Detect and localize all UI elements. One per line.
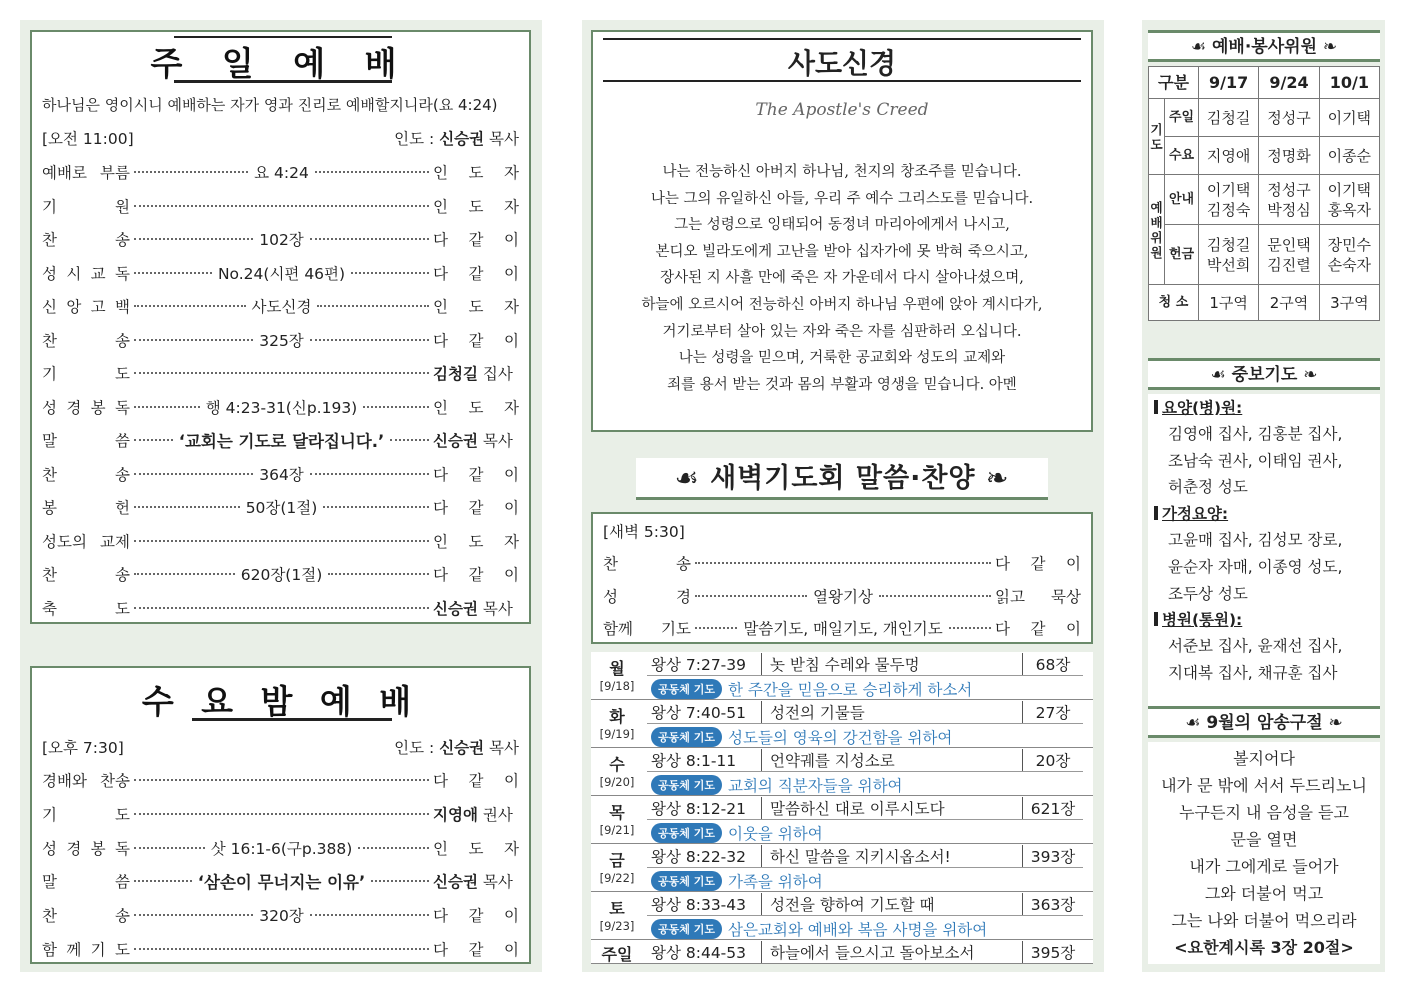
community-prayer-badge: 공동체 기도 <box>651 679 722 699</box>
order-leader-dots <box>134 563 429 585</box>
order-performer: 다 같 이 <box>433 264 519 283</box>
schedule-prayer: 한 주간을 믿음으로 승리하게 하소서 <box>727 681 973 699</box>
order-row <box>42 597 519 619</box>
schedule-hymn: 363장 <box>1030 895 1076 914</box>
order-leader-dots <box>134 428 429 452</box>
order-label: 기 도 <box>42 365 130 383</box>
schedule-prayer: 이웃을 위하여 <box>727 825 823 843</box>
schedule-title: 언약궤를 지성소로 <box>762 749 1023 771</box>
service-title: ☙ 예배·봉사위원 ❧ <box>1148 30 1380 62</box>
order-label: 성 경 <box>603 587 691 606</box>
order-performer: 인 도 자 <box>433 197 519 216</box>
dawn-order-box <box>591 512 1093 644</box>
wed-leader: 인도 : 신승권 목사 <box>394 739 519 757</box>
group-prayer: 기도 <box>1149 99 1165 175</box>
order-performer: 다 같 이 <box>433 331 519 350</box>
schedule-title: 성전을 향하여 기도할 때 <box>762 893 1023 915</box>
service-table: 구분 9/17 9/24 10/1 기도 주일 김청길 정성구 이기택 수요 지영애 정명화 이종순 예배위원 안내 이기택 김정숙 정성구 박정심 이기택 홍옥자 헌금 김청길 박선희 문인택 김진렬 장민수 손숙자 청 소 1구역 2구역 3구역 <box>1148 66 1380 321</box>
schedule-title: 하신 말씀을 지키시옵소서! <box>762 845 1023 867</box>
order-person: 지영애 <box>433 805 478 824</box>
memory-line: 그와 더불어 먹고 <box>1204 884 1324 903</box>
schedule-hymn: 395장 <box>1030 944 1076 962</box>
order-label: 찬 송 <box>42 231 130 249</box>
order-label: 말 씀 <box>42 432 130 450</box>
sunday-verse: 하나님은 영이시니 예배하는 자가 영과 진리로 예배할지니라(요 4:24) <box>42 95 498 114</box>
wed-time-row <box>42 736 519 758</box>
community-prayer-badge: 공동체 기도 <box>651 727 722 747</box>
order-label: 찬 송 <box>42 566 130 584</box>
order-performer: 다 같 이 <box>433 907 519 926</box>
community-prayer-badge: 공동체 기도 <box>651 871 722 891</box>
order-performer: 다 같 이 <box>433 465 519 484</box>
schedule-prayer: 가족을 위하여 <box>727 873 823 891</box>
order-content: 행 4:23-31(신p.193) <box>205 398 358 417</box>
sunday-time-row <box>42 127 519 149</box>
order-label: 함 께 기 도 <box>42 941 130 959</box>
order-leader-dots <box>134 372 429 374</box>
order-performer: 인 도 자 <box>433 164 519 182</box>
order-performer: 다 같 이 <box>433 566 519 584</box>
order-label: 성 경 봉 독 <box>42 398 130 417</box>
sunday-worship-box <box>30 30 531 624</box>
order-label: 성도의 교제 <box>42 532 130 551</box>
order-content: 삿 16:1-6(구p.388) <box>210 839 353 858</box>
intercession-line: 김영애 집사, 김홍분 집사, <box>1168 425 1343 443</box>
order-label: 말 씀 <box>42 873 130 892</box>
schedule-row <box>591 796 1093 844</box>
order-label: 신 앙 고 백 <box>42 298 130 316</box>
schedule-hymn: 621장 <box>1030 799 1076 818</box>
order-leader-dots <box>134 607 429 609</box>
creed-line: 장사된 지 사흘 만에 죽은 자 가운데서 다시 살아나셨으며, <box>660 270 1024 287</box>
schedule-ref: 왕상 8:33-43 <box>647 893 762 915</box>
order-label: 찬 송 <box>603 555 691 573</box>
schedule-row <box>591 748 1093 796</box>
schedule-ref: 왕상 8:1-11 <box>647 749 762 771</box>
order-row <box>42 396 519 418</box>
creed-line: 그는 성령으로 잉태되어 동정녀 마리아에게서 나시고, <box>674 217 1010 234</box>
intercession-line: 서준보 집사, 윤재선 집사, <box>1168 637 1343 656</box>
order-label: 축 도 <box>42 599 130 618</box>
order-content: ‘삼손이 무너지는 이유’ <box>197 873 366 893</box>
order-leader-dots <box>134 779 429 781</box>
schedule-ref: 왕상 8:22-32 <box>647 845 762 867</box>
order-performer <box>433 362 519 384</box>
order-row <box>42 195 519 217</box>
community-prayer-badge: 공동체 기도 <box>651 919 722 939</box>
creed-line: 나는 전능하신 아버지 하나님, 천지의 창조주를 믿습니다. <box>662 164 1022 180</box>
memory-line: 내가 그에게로 들어가 <box>1189 857 1339 876</box>
order-content: 620장(1절) <box>240 566 323 584</box>
creed-line: 나는 그의 유일하신 아들, 우리 주 예수 그리스도를 믿습니다. <box>650 190 1034 207</box>
order-performer: 인 도 자 <box>433 398 519 417</box>
intercession-line: 윤순자 자매, 이종영 성도, <box>1168 557 1343 576</box>
memory-line: 문을 열면 <box>1230 830 1298 849</box>
memory-line: 그는 나와 더불어 먹으리라 <box>1171 911 1357 930</box>
schedule-hymn: 27장 <box>1035 703 1071 722</box>
order-content: 325장 <box>259 331 304 350</box>
intercession-line: 허춘정 성도 <box>1168 478 1248 497</box>
schedule-ref: 왕상 8:12-21 <box>647 797 762 819</box>
memory-line: 볼지어다 <box>1233 749 1295 768</box>
order-row <box>42 262 519 284</box>
group-usher: 예배위원 <box>1149 175 1165 285</box>
order-leader-dots <box>695 585 991 607</box>
order-performer: 인 도 자 <box>433 839 519 858</box>
order-row <box>42 530 519 552</box>
order-leader-dots <box>134 869 429 893</box>
intercession-group-head: 가정요양: <box>1154 502 1228 524</box>
memory-title: ☙ 9월의 암송구절 ❧ <box>1148 706 1380 738</box>
order-performer: 인 도 자 <box>433 532 519 551</box>
schedule-title: 하늘에서 들으시고 돌아보소서 <box>762 941 1023 963</box>
order-person: 신승권 <box>433 432 478 450</box>
order-row <box>42 161 519 183</box>
intercession-line: 고윤매 집사, 김성모 장로, <box>1168 531 1343 550</box>
order-row <box>42 228 519 250</box>
creed-line: 거기로부터 살아 있는 자와 죽은 자를 심판하러 오십니다. <box>662 323 1022 340</box>
order-row <box>42 837 519 859</box>
schedule-row <box>591 892 1093 940</box>
order-row <box>603 552 1081 574</box>
order-label: 기 도 <box>42 805 130 824</box>
schedule-day: 화 [9/19] <box>591 700 643 747</box>
order-person-title: 목사 <box>482 873 513 892</box>
order-label: 성 경 봉 독 <box>42 839 130 858</box>
order-performer <box>433 803 519 825</box>
intercession-line: 조남숙 권사, 이태임 권사, <box>1168 451 1343 470</box>
memory-line: 누구든지 내 음성을 듣고 <box>1179 803 1349 822</box>
order-performer: 인 도 자 <box>433 298 519 316</box>
order-leader-dots <box>134 295 429 317</box>
order-leader-dots <box>695 562 991 564</box>
order-content: 말씀기도, 매일기도, 개인기도 <box>743 620 943 638</box>
order-person-title: 권사 <box>482 805 513 824</box>
order-leader-dots <box>134 837 429 859</box>
schedule-hymn: 393장 <box>1030 847 1076 866</box>
order-content: ‘교회는 기도로 달라집니다.’ <box>178 432 385 451</box>
memory-line: 내가 문 밖에 서서 두드리노니 <box>1161 776 1367 795</box>
order-row <box>42 870 519 892</box>
order-content: 320장 <box>259 907 304 926</box>
schedule-day: 목 [9/21] <box>591 796 643 843</box>
order-leader-dots <box>134 329 429 351</box>
order-row <box>42 563 519 585</box>
order-row <box>42 496 519 518</box>
schedule-row <box>591 700 1093 748</box>
schedule-ref: 왕상 7:27-39 <box>647 653 762 675</box>
order-person-title: 목사 <box>482 599 513 618</box>
order-content: 364장 <box>259 465 304 484</box>
order-content: 102장 <box>259 231 304 249</box>
intercession-line: 조두상 성도 <box>1168 584 1248 603</box>
order-leader-dots <box>134 396 429 418</box>
creed-rule-bottom <box>603 80 1081 82</box>
dawn-title: ☙ 새벽기도회 말씀·찬양 ❧ <box>636 458 1048 500</box>
schedule-hymn: 68장 <box>1035 655 1071 674</box>
intercession-group-head: 병원(통원): <box>1154 608 1242 630</box>
order-row <box>603 585 1081 607</box>
schedule-day: 수 [9/20] <box>591 748 643 795</box>
schedule-hymn: 20장 <box>1035 751 1071 770</box>
order-person: 신승권 <box>433 873 478 892</box>
schedule-day: 월 [9/18] <box>591 652 643 699</box>
order-label: 함께 기도 <box>603 620 691 638</box>
intercession-line: 지대복 집사, 채규훈 집사 <box>1168 663 1338 682</box>
community-prayer-badge: 공동체 기도 <box>651 823 722 843</box>
schedule-title: 성전의 기물들 <box>762 701 1023 723</box>
order-person: 김청길 <box>433 365 478 383</box>
creed-line: 하늘에 오르시어 전능하신 아버지 하나님 우편에 앉아 계시다가, <box>641 297 1043 313</box>
order-label: 찬 송 <box>42 907 130 926</box>
order-content: No.24(시편 46편) <box>217 264 346 283</box>
title-rule-bottom <box>174 80 392 83</box>
wed-title-rule <box>192 718 392 721</box>
schedule-ref: 왕상 7:40-51 <box>647 701 762 723</box>
order-row <box>42 904 519 926</box>
creed-rule-top <box>603 38 1081 40</box>
order-label: 찬 송 <box>42 331 130 350</box>
order-content: 50장(1절) <box>245 499 318 517</box>
schedule-prayer: 성도들의 영육의 강건함을 위하여 <box>727 729 953 747</box>
schedule-title: 말씀하신 대로 이루시도다 <box>762 797 1023 819</box>
order-leader-dots <box>134 540 429 542</box>
order-label: 성 시 교 독 <box>42 264 130 283</box>
wed-time: [오후 7:30] <box>42 739 124 757</box>
order-leader-dots <box>134 228 429 250</box>
sunday-time: [오전 11:00] <box>42 130 134 148</box>
schedule-day: 금 [9/22] <box>591 844 643 891</box>
sunday-leader: 인도 : 신승권 목사 <box>394 130 519 148</box>
order-row <box>42 362 519 384</box>
col-header: 구분 <box>1149 67 1199 99</box>
schedule-row <box>591 652 1093 700</box>
order-leader-dots <box>134 262 429 284</box>
order-row <box>42 938 519 960</box>
intercession-group-head: 요양(병)원: <box>1154 396 1242 418</box>
creed-line: 본디오 빌라도에게 고난을 받아 십자가에 못 박혀 죽으시고, <box>655 243 1029 260</box>
order-leader-dots <box>695 617 991 639</box>
order-person-title: 집사 <box>482 365 513 383</box>
order-row <box>603 617 1081 639</box>
schedule-ref: 왕상 8:44-53 <box>647 941 762 963</box>
schedule-prayer: 교회의 직분자들을 위하여 <box>727 777 903 795</box>
order-leader-dots <box>134 496 429 518</box>
order-person-title: 목사 <box>482 432 513 450</box>
order-performer: 다 같 이 <box>433 231 519 249</box>
creed-box <box>591 30 1093 432</box>
creed-line: 죄를 용서 받는 것과 몸의 부활과 영생을 믿습니다. 아멘 <box>667 376 1017 393</box>
order-performer <box>433 870 519 892</box>
order-leader-dots <box>134 948 429 950</box>
order-content: 열왕기상 <box>813 587 873 606</box>
intercession-title: ☙ 중보기도 ❧ <box>1148 358 1380 390</box>
schedule-day: 토 [9/23] <box>591 892 643 939</box>
order-row <box>42 295 519 317</box>
order-performer: 읽고 묵상 <box>995 587 1081 606</box>
order-performer: 다 같 이 <box>995 620 1081 638</box>
order-content: 사도신경 <box>251 298 312 316</box>
schedule-row <box>591 844 1093 892</box>
order-label: 경배와 찬송 <box>42 772 130 790</box>
order-label: 봉 헌 <box>42 499 130 517</box>
wednesday-title: 수 요 밤 예 배 <box>141 682 420 721</box>
sunday-title: 주 일 예 배 <box>150 44 411 83</box>
schedule-day: 주일 <box>591 940 643 963</box>
order-row <box>42 329 519 351</box>
creed-title: 사도신경 <box>787 47 897 80</box>
order-performer <box>433 429 519 451</box>
dawn-time: [새벽 5:30] <box>603 523 685 541</box>
order-person: 신승권 <box>433 599 478 618</box>
order-row <box>42 429 519 451</box>
schedule-title: 놋 받침 수레와 물두멍 <box>762 653 1023 675</box>
order-leader-dots <box>134 205 429 207</box>
order-label: 기 원 <box>42 197 130 216</box>
order-performer <box>433 597 519 619</box>
order-row <box>42 463 519 485</box>
order-performer: 다 같 이 <box>995 555 1081 573</box>
creed-line: 나는 성령을 믿으며, 거룩한 공교회와 성도의 교제와 <box>678 350 1006 367</box>
intercession-box <box>1148 394 1380 734</box>
community-prayer-badge: 공동체 기도 <box>651 775 722 795</box>
order-performer: 다 같 이 <box>433 772 519 790</box>
order-row <box>42 769 519 791</box>
order-row <box>42 803 519 825</box>
creed-subtitle: The Apostle's Creed <box>755 100 929 120</box>
wednesday-worship-box <box>30 666 531 964</box>
schedule-row <box>591 940 1093 964</box>
order-leader-dots <box>134 161 429 183</box>
order-content: 요 4:24 <box>254 164 309 182</box>
schedule-prayer: 삼은교회와 예배와 복음 사명을 위하여 <box>727 921 988 939</box>
order-label: 예배로 부름 <box>42 164 130 182</box>
order-leader-dots <box>134 904 429 926</box>
order-label: 찬 송 <box>42 465 130 484</box>
order-performer: 다 같 이 <box>433 499 519 517</box>
order-performer: 다 같 이 <box>433 941 519 959</box>
memory-verse-box <box>1148 742 1380 964</box>
order-leader-dots <box>134 463 429 485</box>
order-leader-dots <box>134 813 429 815</box>
memory-reference: <요한계시록 3장 20절> <box>1174 938 1354 957</box>
